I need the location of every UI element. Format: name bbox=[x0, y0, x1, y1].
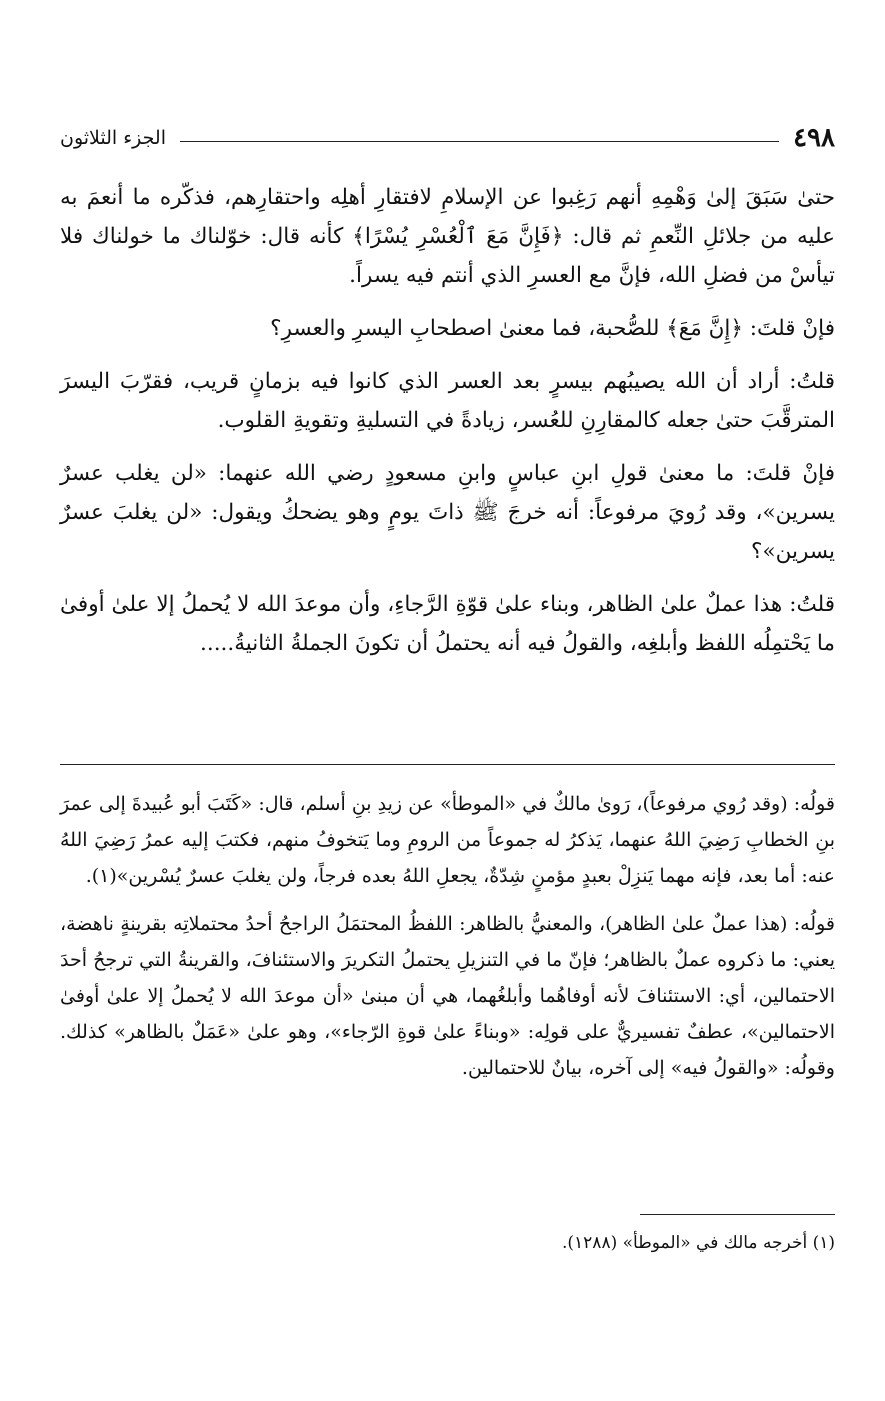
footnote: (١) أخرجه مالك في «الموطأ» (١٢٨٨). bbox=[562, 1233, 835, 1253]
commentary-text bbox=[60, 786, 835, 1098]
main-paragraph: قلتُ: أراد أن الله يصيبُهم بيسرٍ بعد العسر الذي كانوا فيه بزمانٍ قريب، فقرّبَ اليسرَ المترقَّبَ حتىٰ جعله كالمقارِنِ للعُسر، زيادةً في التسليةِ وتقويةِ القلوب. bbox=[60, 369, 835, 433]
commentary-paragraph: قولُه: (وقد رُوي مرفوعاً)، رَوىٰ مالكٌ في «الموطأ» عن زيدِ بنِ أسلم، قال: «كَتَبَ أبو عُبيدةَ إلى عمرَ بنِ الخطابِ رَضِيَ اللهُ عنهما، يَذكرُ له جموعاً من الرومِ وما يَتخوفُ منهم، فكتبَ إليه عمرُ رَضِيَ اللهُ عنه: أما بعد، فإنه مهما يَنزِلْ بعبدٍ مؤمنٍ شِدّةٌ، يجعلِ اللهُ بعده فرجاً، ولن يغلبَ عسرٌ يُسْرين»(١). bbox=[60, 793, 835, 887]
page-header bbox=[60, 120, 835, 156]
main-paragraph: قلتُ: هذا عملٌ علىٰ الظاهر، وبناء علىٰ قوّةِ الرَّجاءِ، وأن موعدَ الله لا يُحملُ إلا علىٰ أوفىٰ ما يَحْتمِلُه اللفظ وأبلغِه، والقولُ فيه أنه يحتملُ أن تكونَ الجملةُ الثانيةُ..... bbox=[60, 592, 835, 656]
commentary-paragraph: قولُه: (هذا عملٌ علىٰ الظاهر)، والمعنيُّ بالظاهر: اللفظُ المحتمَلُ الراجحُ أحدُ محتملاتِه بقرينةٍ ناهضة، يعني: ما ذكروه عملٌ بالظاهر؛ فإنّ ما في التنزيلِ يحتملُ التكريرَ والاستئنافَ، والقرينةُ التي ترجحُ أحدَ الاحتمالين، أي: الاستئنافَ لأنه أوفاهُما وأبلغُهما، هي أن مبنىٰ «أن موعدَ الله لا يُحملُ إلا علىٰ أوفىٰ الاحتمالين»، عطفٌ تفسيريٌّ على قولِه: «وبناءً علىٰ قوةِ الرّجاء»، وهو علىٰ «عَمَلٌ بالظاهر» كذلك. وقولُه: «والقولُ فيه» إلى آخره، بيانٌ للاحتمالين. bbox=[60, 913, 835, 1079]
main-paragraph: فإنْ قلتَ: ﴿إِنَّ مَعَ﴾ للصُّحبة، فما معنىٰ اصطحابِ اليسرِ والعسرِ؟ bbox=[270, 316, 835, 341]
footnote-divider bbox=[640, 1214, 835, 1215]
main-paragraph: فإنْ قلتَ: ما معنىٰ قولِ ابنِ عباسٍ وابنِ مسعودٍ رضي الله عنهما: «لن يغلب عسرٌ يسرين»، وقد رُويَ مرفوعاً: أنه خرجَ ﷺ ذاتَ يومٍ وهو يضحكُ ويقول: «لن يغلبَ عسرٌ يسرين»؟ bbox=[60, 461, 835, 564]
header-rule bbox=[180, 141, 779, 142]
main-text bbox=[60, 178, 835, 677]
running-title: الجزء الثلاثون bbox=[60, 127, 166, 149]
commentary-divider bbox=[60, 764, 835, 765]
page-number: ٤٩٨ bbox=[793, 123, 835, 153]
main-paragraph: حتىٰ سَبَقَ إلىٰ وَهْمِهِ أنهم رَغِبوا عن الإسلامِ لافتقارِ أهلِه واحتقارِهم، فذكّره ما أنعمَ به عليه من جلائلِ النِّعمِ ثم قال: ﴿فَإِنَّ مَعَ ٱلْعُسْرِ يُسْرًا﴾ كأنه قال: خوّلناك ما خولناك فلا تيأسْ من فضلِ الله، فإنَّ مع العسرِ الذي أنتم فيه يسراً. bbox=[60, 185, 835, 288]
